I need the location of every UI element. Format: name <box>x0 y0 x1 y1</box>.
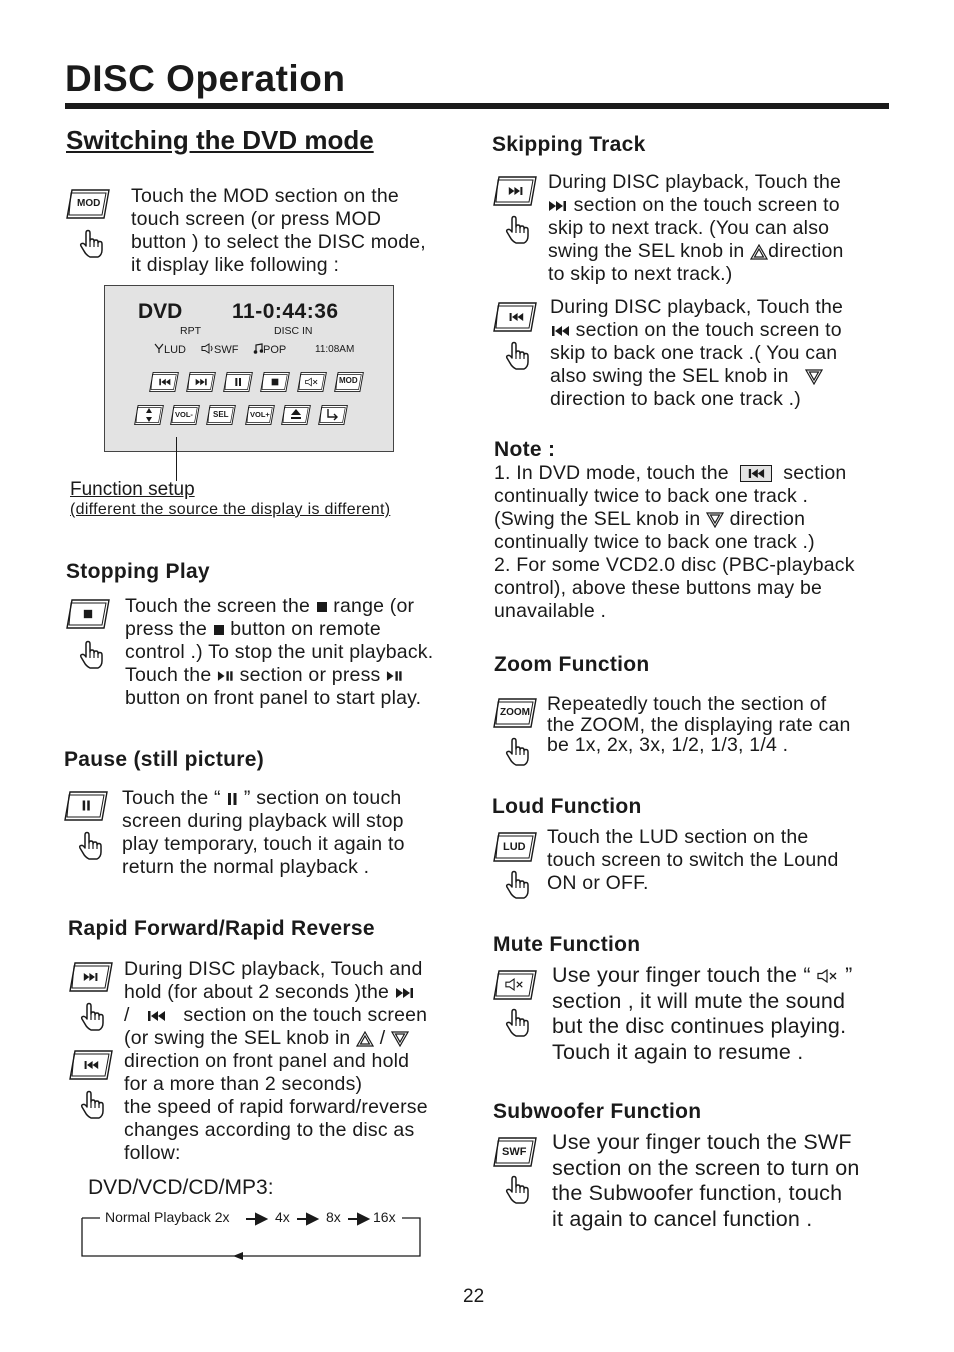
hand-icon <box>504 1175 530 1205</box>
note-text <box>494 462 855 623</box>
page-title: DISC Operation <box>65 58 346 99</box>
text-line: to skip to next track.) <box>548 263 733 285</box>
stop-icon <box>213 624 225 636</box>
text-line: the ZOOM, the displaying rate can <box>547 713 851 736</box>
next-key <box>493 175 537 207</box>
mod-button[interactable] <box>334 371 364 393</box>
text-line: button on front panel to start play. <box>125 687 422 709</box>
return-button[interactable] <box>318 404 348 426</box>
switching-text <box>131 185 426 277</box>
mute-icon <box>817 969 839 983</box>
vol-up-button[interactable] <box>245 404 275 426</box>
screen-clock: 11:08AM <box>315 344 355 355</box>
flow-step: 16x <box>373 1209 396 1225</box>
next-key <box>69 961 113 993</box>
down-arrow-icon <box>805 369 823 385</box>
swf-indicator <box>201 343 238 356</box>
text-line: Touch the screen the <box>125 595 311 617</box>
eject-icon <box>290 408 302 420</box>
function-setup-note: (different the source the display is different) <box>70 501 391 518</box>
text-line: During DISC playback, Touch the <box>550 296 844 318</box>
hand-icon <box>78 229 104 259</box>
text-line: direction <box>768 240 844 262</box>
text-line: screen during playback will stop <box>122 810 404 832</box>
hand-icon <box>79 1090 105 1120</box>
prev-key <box>493 301 537 333</box>
lud-key <box>493 831 537 863</box>
hand-icon <box>504 870 530 900</box>
text-line: section on the touch screen <box>183 1004 428 1026</box>
text-line: ” <box>845 963 853 987</box>
text-line: the speed of rapid forward/reverse <box>124 1096 428 1118</box>
text-line: it again to cancel function . <box>552 1206 813 1231</box>
text-line: range (or <box>333 595 415 617</box>
text-line: Use your finger touch the “ <box>552 963 811 987</box>
text-line: touch screen (or press MOD <box>131 208 382 230</box>
text-line: control), above these buttons may be <box>494 577 823 599</box>
pause-icon <box>226 792 238 806</box>
hand-icon <box>504 341 530 371</box>
lud-key-label: LUD <box>503 841 526 853</box>
next-track-button[interactable] <box>186 371 216 393</box>
text-line: play temporary, touch it again to <box>122 833 405 855</box>
next-track-icon <box>395 987 415 999</box>
prev-key-inline <box>740 465 772 482</box>
text-line: ” section on touch <box>243 787 402 809</box>
next-track-icon <box>548 200 568 212</box>
zoom-key <box>493 697 537 729</box>
prev-track-icon <box>83 1060 99 1070</box>
prev-track-button[interactable] <box>149 371 179 393</box>
text-line: Repeatedly touch the section of <box>547 693 827 715</box>
mute-icon <box>505 978 525 991</box>
text-line: / <box>124 1004 130 1026</box>
text-line: Touch the MOD section on the <box>131 185 399 207</box>
text-line: also swing the SEL knob in <box>550 365 789 387</box>
pause-button[interactable] <box>223 371 253 393</box>
mute-heading: Mute Function <box>493 933 641 956</box>
vol-down-label: VOL- <box>175 410 193 419</box>
text-line: section or press <box>239 664 381 686</box>
loud-heading: Loud Function <box>492 795 642 818</box>
text-line: direction on front panel and hold <box>124 1050 410 1072</box>
vol-down-button[interactable] <box>170 404 200 426</box>
text-line: continually twice to back one track . <box>494 485 809 507</box>
hand-icon <box>504 1008 530 1038</box>
callout-line <box>176 437 177 481</box>
mod-key <box>66 188 110 220</box>
swf-key-label: SWF <box>502 1146 527 1158</box>
speaker-icon <box>201 343 214 354</box>
switching-heading: Switching the DVD mode <box>66 125 374 155</box>
hand-icon <box>78 640 104 670</box>
stop-icon <box>83 609 93 619</box>
down-arrow-icon <box>391 1031 409 1047</box>
text-line: changes according to the disc as <box>124 1119 415 1141</box>
prev-track-icon <box>550 325 570 337</box>
prev-track-icon <box>146 1010 166 1022</box>
title-rule <box>65 103 889 109</box>
text-line: (or swing the SEL knob in <box>124 1027 351 1049</box>
play-pause-icon <box>217 670 234 682</box>
text-line: section on the touch screen to <box>575 319 842 341</box>
mute-key <box>493 969 537 1001</box>
zoom-text <box>547 694 851 756</box>
text-line: ON or OFF. <box>547 872 649 894</box>
text-line: but the disc continues playing. <box>552 1014 847 1038</box>
pause-icon <box>81 799 91 812</box>
text-line: Touch it again to resume . <box>552 1039 804 1064</box>
sel-button[interactable] <box>206 404 236 426</box>
hand-icon <box>504 215 530 245</box>
text-line: During DISC playback, Touch and <box>124 958 423 980</box>
screen-time: 11-0:44:36 <box>232 300 339 323</box>
text-line: section , it will mute the sound <box>552 988 846 1013</box>
rapid-text <box>124 958 428 1165</box>
up-down-button[interactable] <box>134 404 164 426</box>
prev-key <box>69 1049 113 1081</box>
zoom-key-label: ZOOM <box>500 707 530 718</box>
play-pause-icon <box>386 670 403 682</box>
text-line: Touch the “ <box>122 787 221 809</box>
zoom-heading: Zoom Function <box>494 653 650 676</box>
prev-track-icon <box>508 312 524 322</box>
text-line: touch screen to switch the Lound <box>547 849 839 871</box>
sel-label: SEL <box>213 410 229 419</box>
flow-step: 4x <box>275 1209 290 1225</box>
text-line: follow: <box>124 1142 181 1164</box>
swf-key <box>493 1136 537 1168</box>
text-line: for a more than 2 seconds) <box>124 1073 363 1095</box>
formats-label: DVD/VCD/CD/MP3: <box>88 1176 274 1199</box>
text-line: continually twice to back one track .) <box>494 531 815 553</box>
text-line: skip to back one track .( You can <box>550 342 838 364</box>
lud-label: LUD <box>164 344 187 356</box>
skipping-heading: Skipping Track <box>492 133 646 156</box>
text-line: be 1x, 2x, 3x, 1/2, 1/3, 1/4 . <box>547 734 789 756</box>
text-line: the Subwoofer function, touch <box>552 1181 843 1205</box>
mute-button[interactable] <box>297 371 327 393</box>
pop-indicator <box>253 343 286 356</box>
pause-heading: Pause (still picture) <box>64 748 265 771</box>
page-number: 22 <box>463 1286 485 1307</box>
text-line: control .) To stop the unit playback. <box>125 641 434 663</box>
subwoofer-heading: Subwoofer Function <box>493 1100 702 1123</box>
text-line: direction to back one track .) <box>550 388 801 410</box>
swf-label: SWF <box>214 344 239 356</box>
text-line: direction <box>729 508 806 530</box>
up-arrow-icon <box>356 1031 374 1047</box>
text-line: section on the screen to turn on <box>552 1155 860 1180</box>
text-line: Touch the <box>125 664 212 686</box>
dvd-screen-panel <box>104 285 394 452</box>
stop-key <box>66 598 110 630</box>
screen-disc-in: DISC IN <box>274 325 313 337</box>
text-line: 2. For some VCD2.0 disc (PBC-playback <box>494 554 855 576</box>
hand-icon <box>77 831 103 861</box>
flow-step: 8x <box>326 1209 341 1225</box>
lud-icon <box>154 343 164 354</box>
text-line: (Swing the SEL knob in <box>494 508 701 530</box>
text-line: section <box>783 462 847 484</box>
return-arrow-icon <box>326 408 340 421</box>
loud-text <box>547 826 839 895</box>
rapid-heading: Rapid Forward/Rapid Reverse <box>68 917 375 940</box>
pause-key <box>64 790 108 822</box>
function-setup-label: Function setup <box>70 479 195 500</box>
skip-next-text <box>548 171 844 286</box>
skip-prev-text <box>550 296 843 411</box>
pop-label: POP <box>263 344 287 356</box>
text-line: return the normal playback . <box>122 856 370 878</box>
text-line: button on remote <box>230 618 381 640</box>
mod-key-label: MOD <box>77 198 101 209</box>
text-line: During DISC playback, Touch the <box>548 171 842 193</box>
text-line: section on the touch screen to <box>573 194 840 216</box>
mod-button-label: MOD <box>339 376 358 385</box>
text-line: skip to next track. (You can also <box>548 217 830 239</box>
text-line: Use your finger touch the SWF <box>552 1130 852 1154</box>
stop-button[interactable] <box>260 371 290 393</box>
text-line: it display like following : <box>131 254 340 276</box>
up-down-arrows-icon <box>145 407 153 423</box>
prev-track-icon <box>747 468 765 479</box>
stopping-heading: Stopping Play <box>66 560 210 583</box>
text-line: Touch the LUD section on the <box>547 826 809 848</box>
screen-mode: DVD <box>138 300 183 323</box>
note-heading: Note : <box>494 438 556 461</box>
stop-icon <box>316 601 328 613</box>
music-note-icon <box>253 343 263 354</box>
flow-step: Normal Playback 2x <box>105 1209 230 1225</box>
next-track-icon <box>83 972 99 982</box>
text-line: hold (for about 2 seconds )the <box>124 981 390 1003</box>
pause-text <box>122 787 405 879</box>
down-arrow-icon <box>706 512 724 528</box>
hand-icon <box>79 1002 105 1032</box>
vol-up-label: VOL+ <box>250 410 270 419</box>
text-line: button ) to select the DISC mode, <box>131 231 426 253</box>
text-line: / <box>379 1027 386 1049</box>
text-line: swing the SEL knob in <box>548 240 745 262</box>
up-arrow-icon <box>750 244 768 260</box>
mute-text <box>552 963 853 1065</box>
eject-button[interactable] <box>281 404 311 426</box>
next-track-icon <box>508 186 524 196</box>
screen-rpt: RPT <box>180 325 201 337</box>
lud-indicator <box>154 343 186 356</box>
text-line: 1. In DVD mode, touch the <box>494 462 729 484</box>
stopping-text <box>125 595 433 710</box>
subwoofer-text <box>552 1130 860 1232</box>
text-line: unavailable . <box>494 600 607 622</box>
hand-icon <box>504 737 530 767</box>
text-line: press the <box>125 618 208 640</box>
